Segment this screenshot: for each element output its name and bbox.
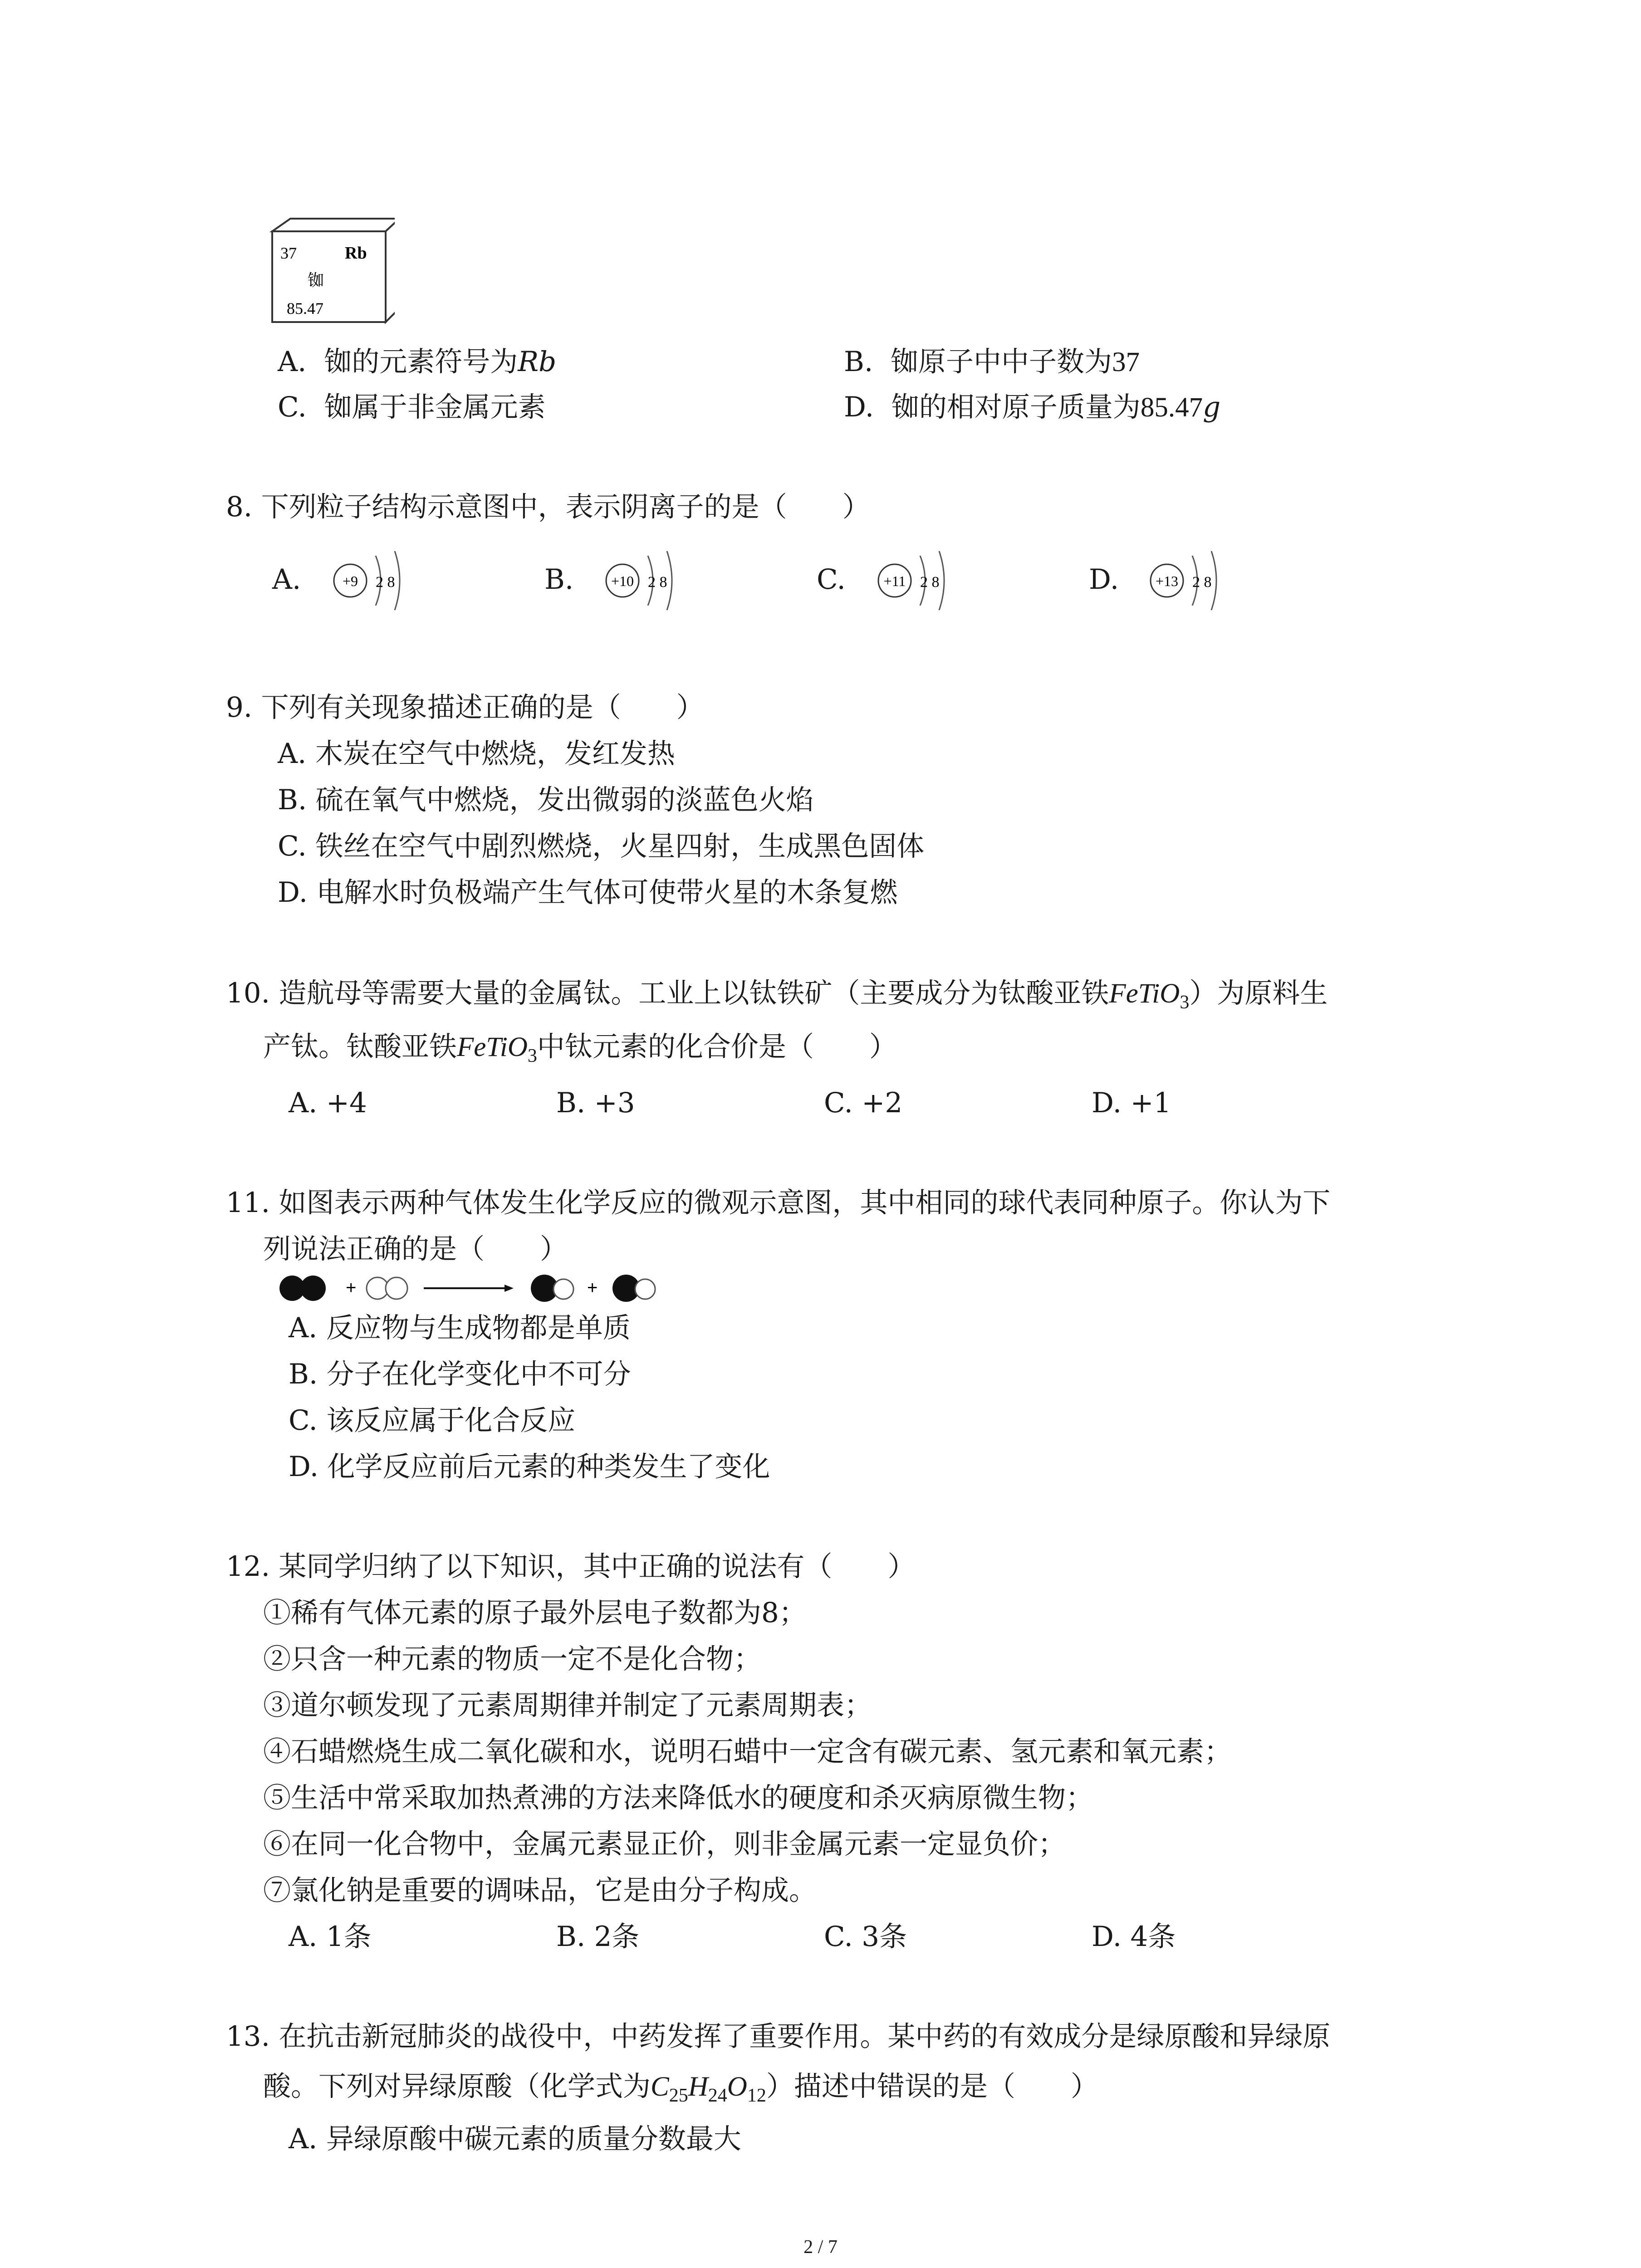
element-name: 铷 (308, 271, 324, 290)
q12-item-1: ①稀有气体元素的原子最外层电子数都为8； (263, 1597, 807, 1629)
electron-shell-arc (667, 551, 672, 610)
electron-shell-arc (395, 551, 400, 610)
q8-option-c[interactable] (817, 549, 1053, 612)
q10-option-c[interactable]: C. +2 (824, 1087, 903, 1119)
nucleus-charge: +9 (342, 573, 358, 589)
element-box-figure (245, 218, 395, 336)
q11-option-c[interactable]: C. 该反应属于化合反应 (289, 1404, 576, 1437)
q10-line2: 产钛。钛酸亚铁FeTiO$_3$中钛元素的化合价是（ ） (263, 1031, 897, 1067)
electron-counts: 2 8 (1192, 574, 1212, 591)
option-label: C. (817, 563, 846, 596)
element-symbol: Rb (345, 244, 367, 263)
q12-item-3: ③道尔顿发现了元素周期律并制定了元素周期表； (263, 1689, 872, 1721)
q11-line2: 列说法正确的是（ ） (263, 1233, 568, 1265)
electron-shell-arc (1211, 551, 1216, 610)
atom-structure-diagram (322, 549, 426, 612)
isochlorogenic-acid-formula: $C_{25}H_{24}O_{12}$ (651, 2072, 766, 2107)
black-atom (300, 1276, 326, 1301)
white-atom (635, 1279, 655, 1299)
atom-structure-diagram (594, 549, 699, 612)
electron-counts: 2 8 (376, 574, 395, 591)
q8-option-b[interactable] (544, 549, 780, 612)
nucleus-charge: +13 (1155, 573, 1179, 589)
plus-sign: + (587, 1278, 598, 1298)
page-number: 2 / 7 (803, 2237, 838, 2258)
q13-line1: 13. 在抗击新冠肺炎的战役中，中药发挥了重要作用。某中药的有效成分是绿原酸和异绿原 (226, 2020, 1331, 2053)
q7-option-d[interactable]: D. 铷的相对原子质量为85.47g (844, 391, 1221, 423)
white-atom (386, 1277, 407, 1299)
q12-item-5: ⑤生活中常采取加热煮沸的方法来降低水的硬度和杀灭病原微生物； (263, 1782, 1094, 1814)
q12-item-4: ④石蜡燃烧生成二氧化碳和水，说明石蜡中一定含有碳元素、氢元素和氧元素； (263, 1735, 1232, 1768)
q9-option-a[interactable]: A. 木炭在空气中燃烧，发红发热 (278, 738, 675, 770)
electron-counts: 2 8 (648, 574, 667, 591)
plus-sign: + (346, 1278, 357, 1298)
q12-item-2: ②只含一种元素的物质一定不是化合物； (263, 1643, 762, 1675)
q12-stem: 12. 某同学归纳了以下知识，其中正确的说法有（ ） (226, 1550, 916, 1583)
q12-item-6: ⑥在同一化合物中，金属元素显正价，则非金属元素一定显负价； (263, 1828, 1066, 1860)
option-label: A. (272, 563, 301, 596)
q8-option-a[interactable] (272, 549, 508, 612)
q13-option-a[interactable]: A. 异绿原酸中碳元素的质量分数最大 (289, 2123, 741, 2155)
q7-option-b[interactable]: B. 铷原子中中子数为37 (844, 346, 1140, 378)
q11-line1: 11. 如图表示两种气体发生化学反应的微观示意图，其中相同的球代表同种原子。你认为下 (226, 1187, 1331, 1219)
atom-structure-diagram (867, 549, 971, 612)
element-number: 37 (280, 244, 297, 262)
q12-option-d[interactable]: D. 4条 (1092, 1921, 1176, 1953)
q8-stem: 8. 下列粒子结构示意图中，表示阴离子的是（ ） (226, 491, 870, 523)
nucleus-charge: +10 (611, 573, 634, 589)
atom-structure-diagram (1139, 549, 1243, 612)
q11-option-d[interactable]: D. 化学反应前后元素的种类发生了变化 (289, 1451, 770, 1483)
option-label: D. (1089, 563, 1119, 596)
q10-option-b[interactable]: B. +3 (556, 1087, 635, 1119)
q9-option-c[interactable]: C. 铁丝在空气中剧烈燃烧，火星四射，生成黑色固体 (278, 830, 925, 862)
q9-option-d[interactable]: D. 电解水时负极端产生气体可使带火星的木条复燃 (278, 876, 898, 909)
q10-option-a[interactable]: A. +4 (289, 1087, 367, 1119)
q10-line1: 10. 造航母等需要大量的金属钛。工业上以钛铁矿（主要成分为钛酸亚铁FeTiO$_3$）为原料生 (226, 977, 1328, 1013)
electron-shell-arc (939, 551, 944, 610)
reaction-diagram (278, 1270, 686, 1306)
q12-item-7: ⑦氯化钠是重要的调味品，它是由分子构成。 (263, 1874, 817, 1906)
q8-option-d[interactable] (1089, 549, 1325, 612)
option-label: B. (544, 563, 574, 596)
electron-counts: 2 8 (920, 574, 940, 591)
q12-option-c[interactable]: C. 3条 (824, 1921, 907, 1953)
q12-option-a[interactable]: A. 1条 (289, 1921, 372, 1953)
q9-stem: 9. 下列有关现象描述正确的是（ ） (226, 691, 704, 723)
nucleus-charge: +11 (883, 573, 906, 589)
white-atom (554, 1279, 573, 1299)
q7-option-a[interactable]: A. 铷的元素符号为Rb (278, 346, 557, 378)
q9-option-b[interactable]: B. 硫在氧气中燃烧，发出微弱的淡蓝色火焰 (278, 784, 814, 816)
q11-option-b[interactable]: B. 分子在化学变化中不可分 (289, 1358, 631, 1390)
q13-line2: 酸。下列对异绿原酸（化学式为$C_{25}H_{24}O_{12}$）描述中错误的是（ ） (263, 2070, 1098, 2107)
q12-option-b[interactable]: B. 2条 (556, 1921, 640, 1953)
q7-option-c[interactable]: C. 铷属于非金属元素 (278, 391, 546, 423)
element-mass: 85.47 (287, 299, 323, 318)
q10-option-d[interactable]: D. +1 (1092, 1087, 1171, 1119)
q11-option-a[interactable]: A. 反应物与生成物都是单质 (289, 1312, 631, 1344)
